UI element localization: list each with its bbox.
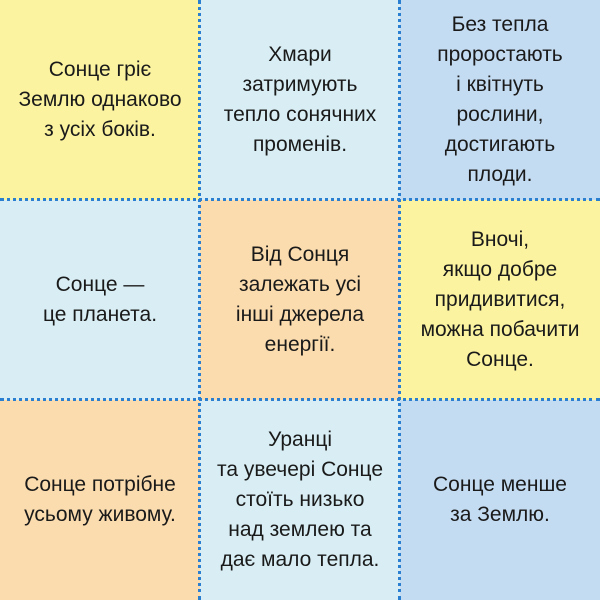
- dotted-divider-vertical: [398, 0, 401, 600]
- statement-card: [200, 0, 400, 200]
- card-text: Від Сонця залежать усі інші джерела енергії.: [235, 243, 365, 356]
- statement-card: [0, 0, 200, 200]
- card-text: Уранці та увечері Сонце стоїть низько над землею та дає мало тепла.: [216, 428, 383, 571]
- card-text: Хмари затримують тепло сонячних променів.: [223, 43, 377, 156]
- card-text: Сонце потрібне усьому живому.: [24, 473, 176, 526]
- card-text: Сонце — це планета.: [42, 273, 158, 326]
- card-text: Без тепла проростають і квітнуть рослини, достигають плоди.: [437, 13, 563, 186]
- statement-card: [200, 400, 400, 600]
- card-text: Сонце гріє Землю однаково з усіх боків.: [18, 58, 182, 141]
- card-text: Сонце менше за Землю.: [433, 473, 567, 526]
- dotted-divider-horizontal: [0, 198, 600, 201]
- card-text: Вночі, якщо добре придивитися, можна побачити Сонце.: [420, 228, 580, 371]
- statement-card: [400, 400, 600, 600]
- statement-card: [400, 200, 600, 400]
- statement-card: [0, 200, 200, 400]
- dotted-divider-horizontal: [0, 398, 600, 401]
- statement-card: [200, 200, 400, 400]
- statement-card: [400, 0, 600, 200]
- statement-card: [0, 400, 200, 600]
- dotted-divider-vertical: [198, 0, 201, 600]
